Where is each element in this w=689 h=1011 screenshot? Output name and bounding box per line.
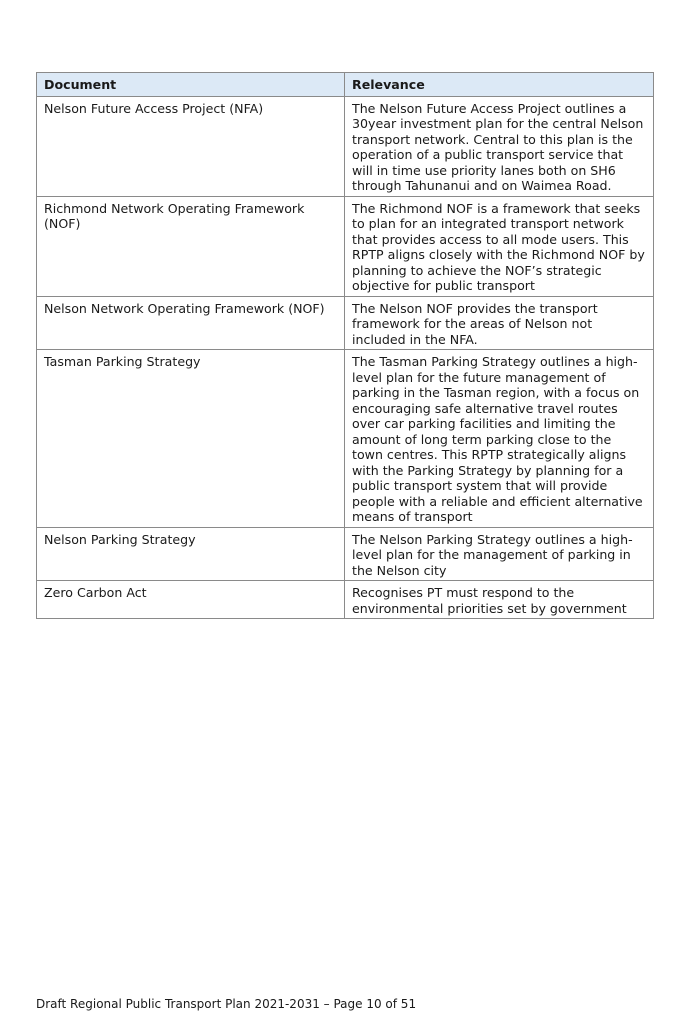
document-cell: Nelson Future Access Project (NFA)	[37, 96, 345, 196]
table-header-row	[37, 73, 654, 97]
relevance-cell: The Richmond NOF is a framework that seeks to plan for an integrated transport network that provides access to all mode users. This RPTP aligns closely with the Richmond NOF by planning to achieve the NOF’s strategic objective for public transport	[345, 196, 654, 296]
relevance-cell: The Nelson NOF provides the transport framework for the areas of Nelson not included in the NFA.	[345, 296, 654, 350]
document-cell: Richmond Network Operating Framework (NOF)	[37, 196, 345, 296]
column-header-relevance: Relevance	[345, 73, 654, 97]
document-cell: Nelson Parking Strategy	[37, 527, 345, 581]
document-cell: Nelson Network Operating Framework (NOF)	[37, 296, 345, 350]
table-row	[37, 296, 654, 350]
relevance-cell: The Nelson Parking Strategy outlines a high-level plan for the management of parking in the Nelson city	[345, 527, 654, 581]
table-row	[37, 96, 654, 196]
page-footer: Draft Regional Public Transport Plan 2021-2031 – Page 10 of 51	[36, 997, 417, 1011]
document-cell: Zero Carbon Act	[37, 581, 345, 619]
column-header-document: Document	[37, 73, 345, 97]
table-row	[37, 581, 654, 619]
table-row	[37, 527, 654, 581]
relevant-documents-table	[36, 72, 654, 619]
relevance-cell: The Nelson Future Access Project outlines a 30year investment plan for the central Nelson transport network. Central to this plan is the operation of a public transport service that will in time use priority lanes both on SH6 through Tahunanui and on Waimea Road.	[345, 96, 654, 196]
table-row	[37, 350, 654, 528]
relevance-cell: The Tasman Parking Strategy outlines a high-level plan for the future management of parking in the Tasman region, with a focus on encouraging safe alternative travel routes over car parking facilities and limiting the amount of long term parking close to the town centres. This RPTP strategically aligns with the Parking Strategy by planning for a public transport system that will provide people with a reliable and efficient alternative means of transport	[345, 350, 654, 528]
table-row	[37, 196, 654, 296]
relevance-cell: Recognises PT must respond to the environmental priorities set by government	[345, 581, 654, 619]
document-cell: Tasman Parking Strategy	[37, 350, 345, 528]
